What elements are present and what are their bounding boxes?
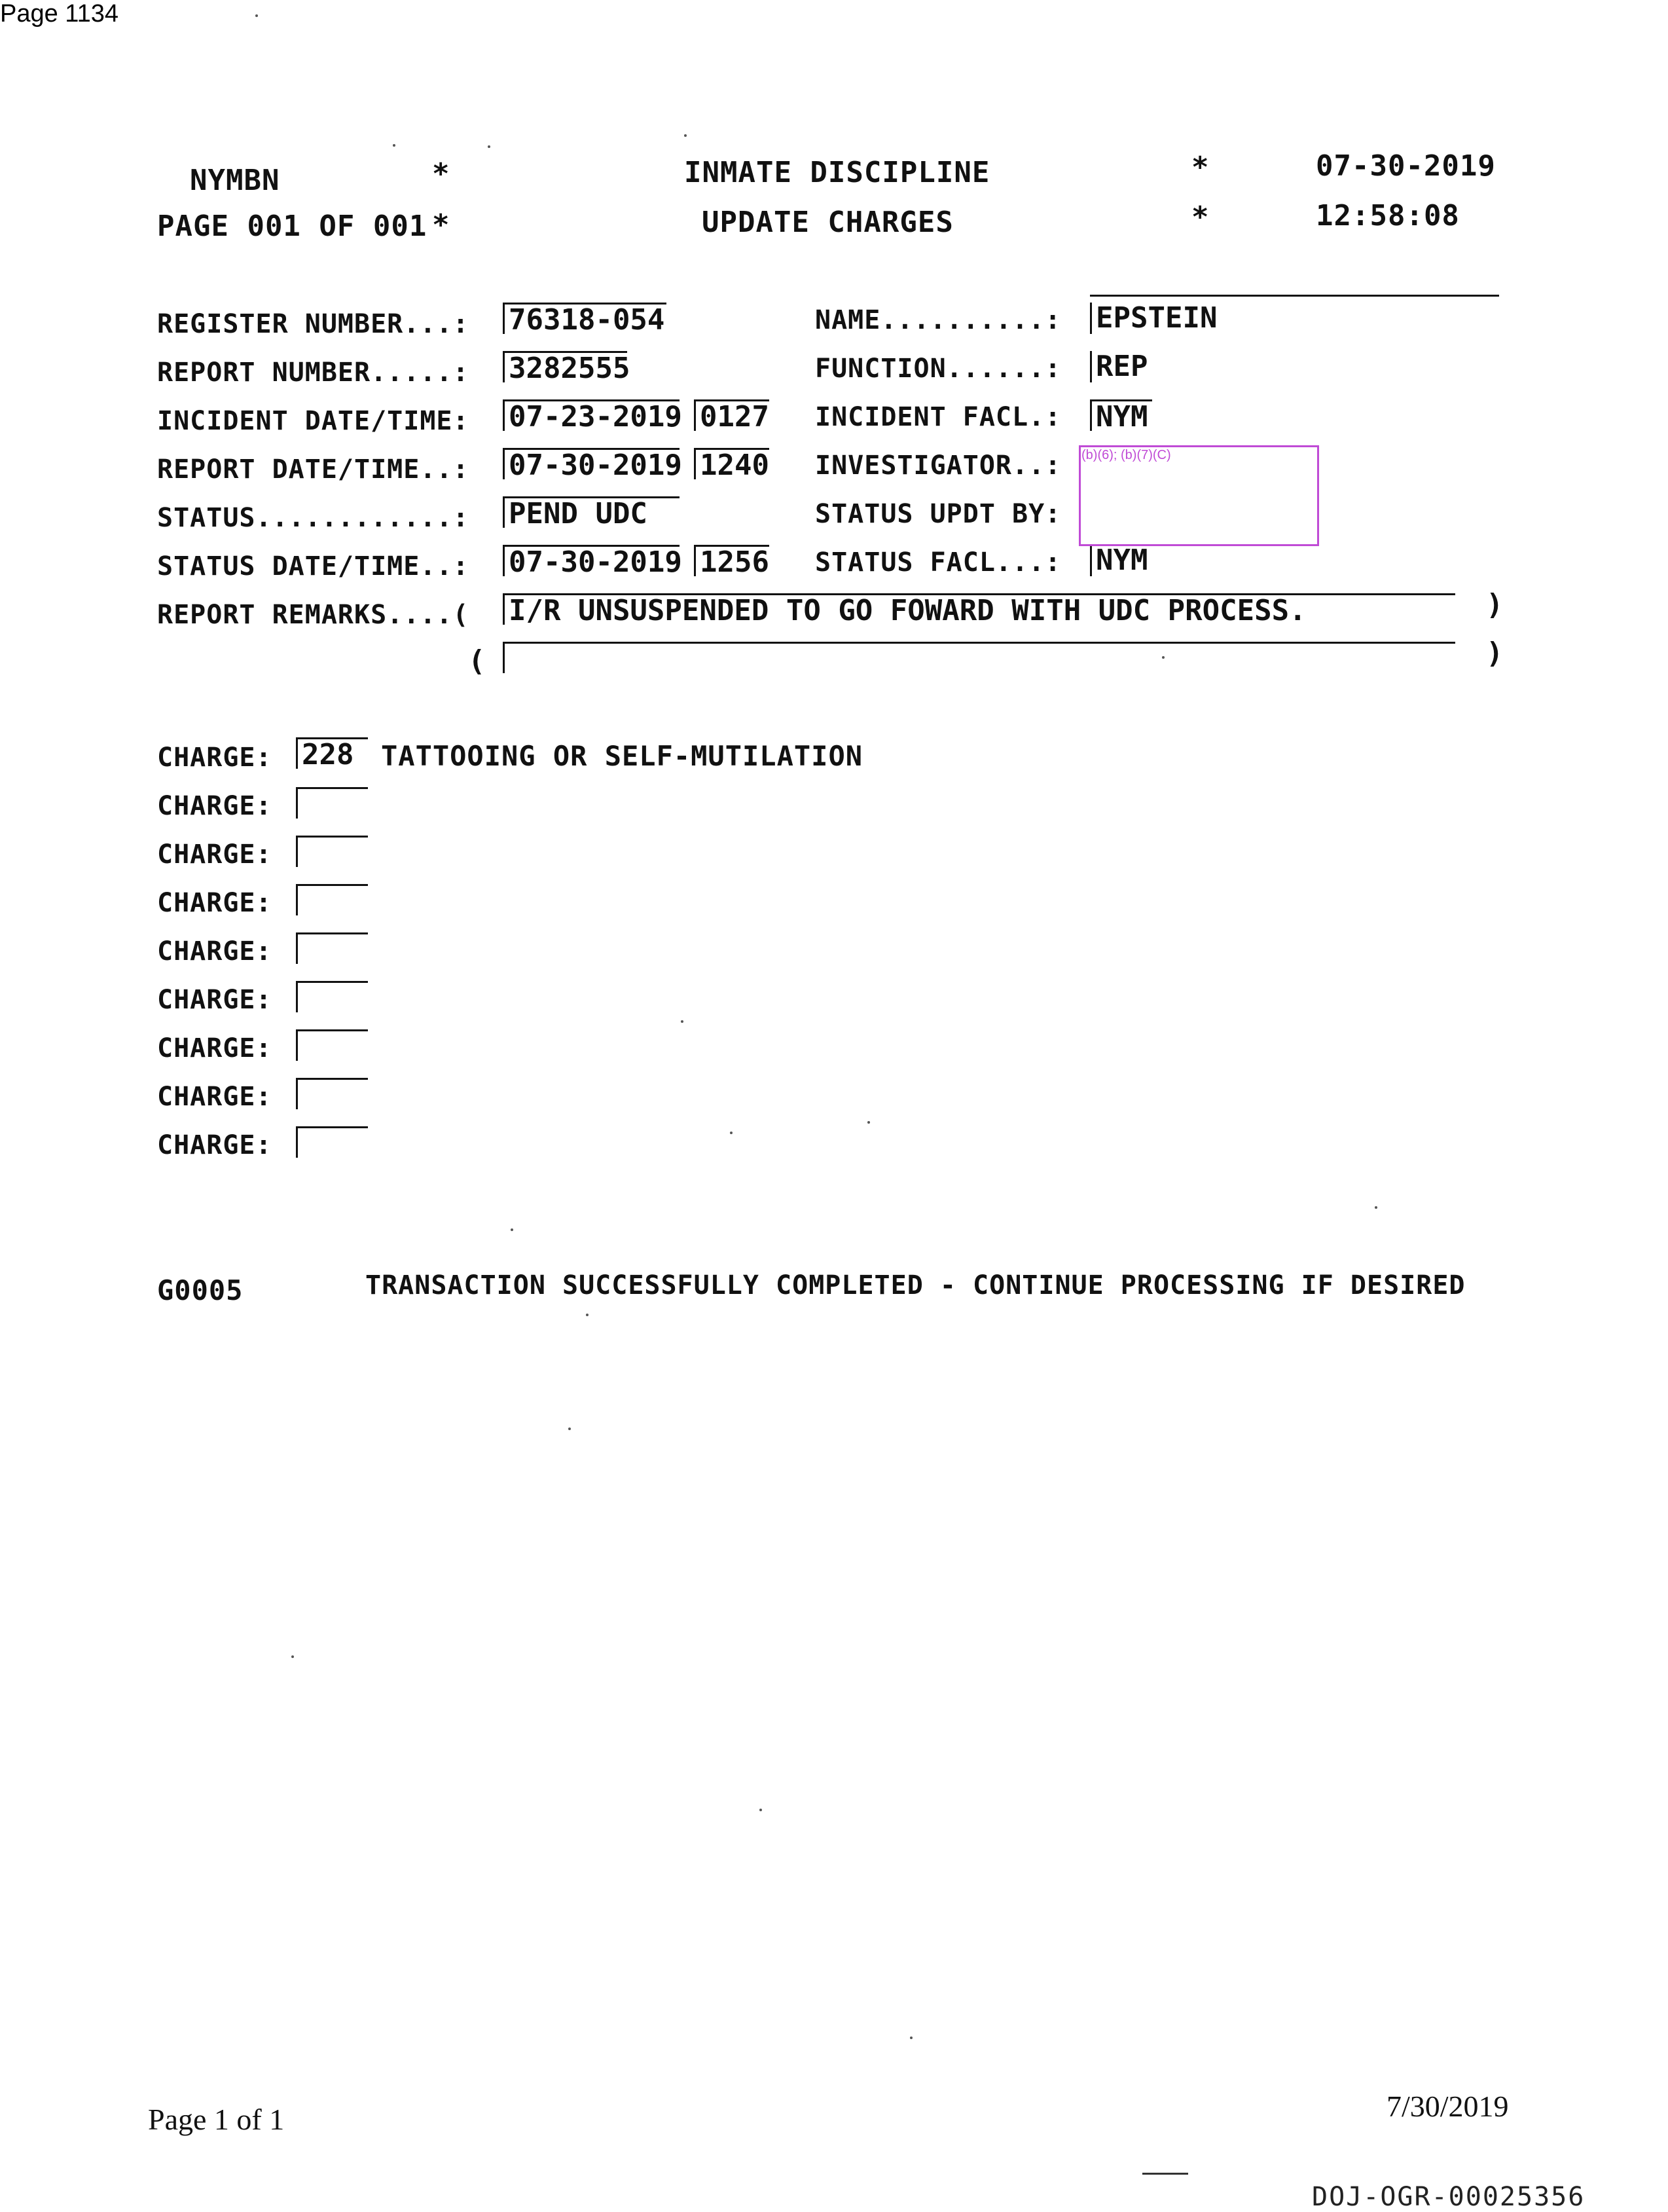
scan-speck [867,1121,870,1124]
charge-code-6-field[interactable] [296,981,368,1012]
charge-label-9: CHARGE: [157,1130,272,1160]
scan-speck [291,1655,294,1658]
report-date-field[interactable]: 07-30-2019 [503,448,680,479]
report-datetime-label: REPORT DATE/TIME..: [157,454,469,485]
status-label: STATUS............: [157,503,469,533]
screen-title: INMATE DISCIPLINE [684,156,990,189]
register-number-field[interactable]: 76318-054 [503,303,666,334]
report-time-field[interactable]: 1240 [694,448,769,479]
status-updt-by-label: STATUS UPDT BY: [815,499,1062,529]
charge-label-7: CHARGE: [157,1033,272,1063]
scan-speck [1162,656,1165,659]
header-star-1: * [432,157,450,191]
incident-facl-label: INCIDENT FACL.: [815,402,1062,432]
charge-label-8: CHARGE: [157,1082,272,1112]
remarks-line-2-field[interactable] [503,642,1455,673]
incident-date-field[interactable]: 07-23-2019 [503,399,680,431]
charge-code-1-field[interactable]: 228 [296,737,368,769]
scan-speck [488,145,490,148]
scan-speck [910,2037,913,2039]
charge-code-8-field[interactable] [296,1078,368,1109]
message-text: TRANSACTION SUCCESSFULLY COMPLETED - CONTINUE PROCESSING IF DESIRED [365,1270,1466,1300]
document-id: DOJ-OGR-00025356 [1312,2182,1586,2212]
report-number-field[interactable]: 3282555 [503,351,627,382]
function-field[interactable]: REP [1090,351,1152,382]
charge-code-4-field[interactable] [296,884,368,915]
scan-speck [684,134,687,137]
screen-subtitle: UPDATE CHARGES [702,206,954,239]
charge-label-5: CHARGE: [157,936,272,967]
remarks-close-paren-1: ) [1486,588,1504,621]
charge-label-4: CHARGE: [157,888,272,918]
report-number-label: REPORT NUMBER.....: [157,358,469,388]
scan-speck [255,14,258,17]
footer-print-date: 7/30/2019 [1387,2090,1509,2123]
name-field-rule [1090,295,1499,297]
charge-code-5-field[interactable] [296,932,368,964]
scan-speck [568,1428,571,1430]
message-code: G0005 [157,1274,244,1306]
scan-speck [1375,1206,1377,1209]
scan-speck [681,1020,683,1023]
charge-label-3: CHARGE: [157,839,272,870]
redaction-label: (b)(6); (b)(7)(C) [1081,448,1171,462]
status-facl-label: STATUS FACL...: [815,547,1062,578]
header-time: 12:58:08 [1316,199,1460,232]
charge-code-7-field[interactable] [296,1029,368,1061]
scan-speck [393,144,395,147]
scan-speck [759,1809,762,1811]
page-number-label: Page 1134 [0,0,119,28]
scan-speck [730,1132,733,1134]
scan-speck [586,1314,589,1316]
charge-label-2: CHARGE: [157,791,272,821]
charge-code-2-field[interactable] [296,787,368,819]
remarks-close-paren-2: ) [1486,636,1504,670]
register-number-label: REGISTER NUMBER...: [157,309,469,339]
investigator-label: INVESTIGATOR..: [815,451,1062,481]
function-label: FUNCTION......: [815,354,1062,384]
report-remarks-label: REPORT REMARKS....( [157,600,469,630]
charge-label-1: CHARGE: [157,743,272,773]
header-star-3: * [432,208,450,242]
page-info: PAGE 001 OF 001 [157,210,427,243]
header-star-4: * [1191,200,1210,234]
footer-page-of: Page 1 of 1 [148,2103,285,2136]
charge-code-3-field[interactable] [296,836,368,867]
header-date: 07-30-2019 [1316,149,1496,183]
status-date-field[interactable]: 07-30-2019 [503,545,680,576]
remarks-open-paren-2: ( [468,644,486,678]
charge-description-1: TATTOOING OR SELF-MUTILATION [381,740,863,772]
incident-time-field[interactable]: 0127 [694,399,769,431]
name-label: NAME..........: [815,305,1062,335]
scan-speck [511,1228,513,1231]
name-field[interactable]: EPSTEIN [1090,303,1208,334]
status-time-field[interactable]: 1256 [694,545,769,576]
charge-code-9-field[interactable] [296,1126,368,1158]
footer-dash [1142,2173,1188,2175]
status-field[interactable]: PEND UDC [503,496,680,528]
system-code: NYMBN [190,164,280,197]
incident-facl-field[interactable]: NYM [1090,399,1152,431]
status-datetime-label: STATUS DATE/TIME..: [157,551,469,581]
header-star-2: * [1191,151,1210,184]
charge-label-6: CHARGE: [157,985,272,1015]
remarks-line-1-field[interactable]: I/R UNSUSPENDED TO GO FOWARD WITH UDC PROCESS. [503,593,1455,625]
incident-datetime-label: INCIDENT DATE/TIME: [157,406,469,436]
status-facl-field[interactable]: NYM [1090,545,1152,576]
